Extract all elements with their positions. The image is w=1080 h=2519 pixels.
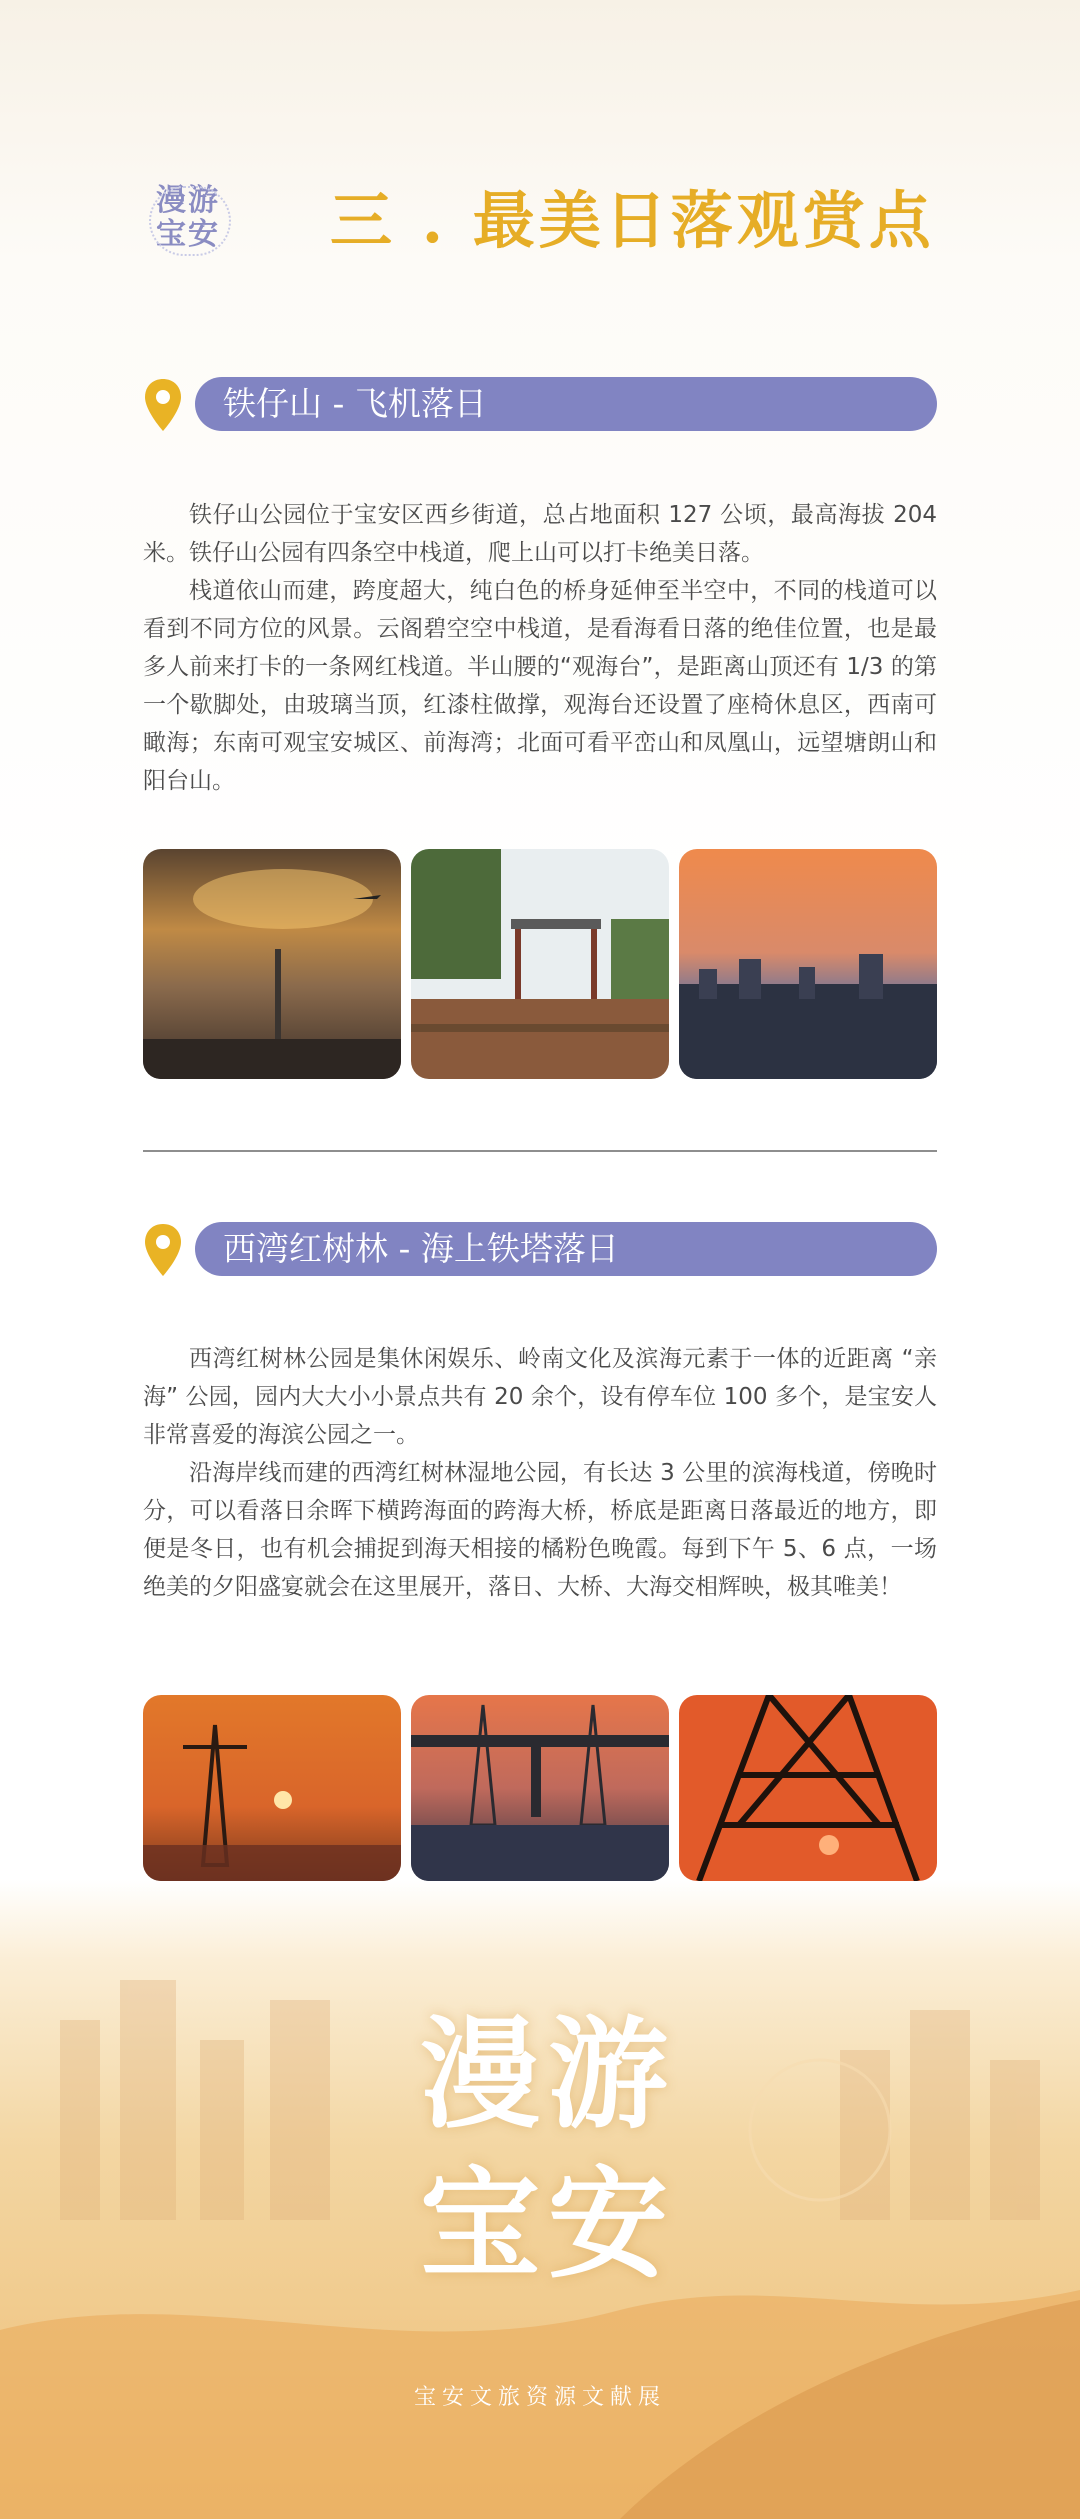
section-title: 西湾红树林 - 海上铁塔落日 (223, 1229, 619, 1268)
brand-logo-line1: 漫游 (156, 183, 220, 218)
section-paragraph: 西湾红树林公园是集休闲娱乐、岭南文化及滨海元素于一体的近距离 “亲海” 公园，园内大大小小景点共有 20 余个，设有停车位 100 多个，是宝安人非常喜爱的海滨公园之一。 (143, 1346, 937, 1448)
footer-logo-line2: 宝安 (420, 2154, 676, 2295)
photo-glass-pavilion (411, 849, 669, 1079)
location-pin-icon (143, 377, 183, 433)
photo-city-sunset (679, 849, 937, 1079)
footer-logo (388, 2000, 708, 2320)
photo-row-tiezaishan (143, 849, 937, 1079)
section-title: 铁仔山 - 飞机落日 (223, 384, 487, 423)
page-title: 三 . 最美日落观赏点 (330, 184, 935, 257)
photo-tower-sunset (143, 1695, 401, 1881)
section-header-xiwan (195, 1222, 937, 1276)
section-paragraph: 铁仔山公园位于宝安区西乡街道，总占地面积 127 公顷，最高海拔 204 米。铁仔山公园有四条空中栈道，爬上山可以打卡绝美日落。 (143, 502, 937, 566)
section-header-tiezaishan (195, 377, 937, 431)
photo-bridge-towers (411, 1695, 669, 1881)
section-paragraph: 栈道依山而建，跨度超大，纯白色的桥身延伸至半空中，不同的栈道可以看到不同方位的风景。云阁碧空空中栈道，是看海看日落的绝佳位置，也是最多人前来打卡的一条网红栈道。半山腰的“观海台”，是距离山顶还有 1/3 的第一个歇脚处，由玻璃当顶，红漆柱做撑，观海台还设置了座椅休息区，西南可瞰海；东南可观宝安城区、前海湾；北面可看平峦山和凤凰山，远望塘朗山和阳台山。 (143, 578, 938, 794)
location-pin-icon (143, 1222, 183, 1278)
section-divider (143, 1150, 937, 1152)
brand-logo (143, 178, 233, 258)
photo-row-xiwan (143, 1695, 937, 1881)
footer-logo-line1: 漫游 (420, 2004, 676, 2145)
section-paragraph: 沿海岸线而建的西湾红树林湿地公园，有长达 3 公里的滨海栈道，傍晚时分，可以看落日余晖下横跨海面的跨海大桥，桥底是距离日落最近的地方，即便是冬日，也有机会捕捉到海天相接的橘粉色晚霞。每到下午 5、6 点，一场绝美的夕阳盛宴就会在这里展开，落日、大桥、大海交相辉映，极其唯美！ (143, 1460, 937, 1600)
photo-tower-closeup (679, 1695, 937, 1881)
footer-subtitle: 宝安文旅资源文献展 (413, 2385, 666, 2410)
brand-logo-line2: 宝安 (156, 217, 220, 252)
photo-sunset-airplane (143, 849, 401, 1079)
